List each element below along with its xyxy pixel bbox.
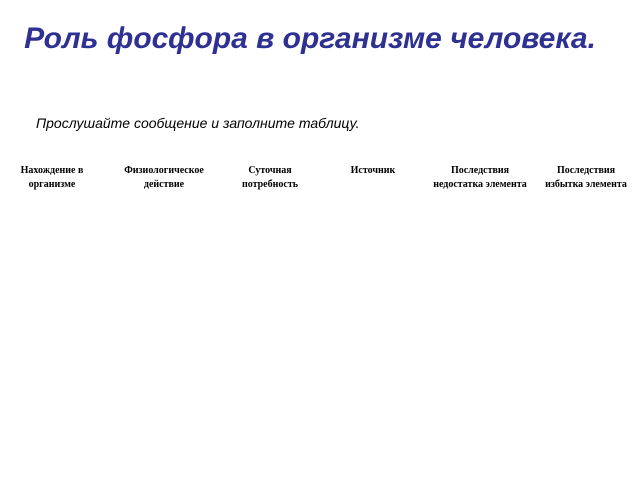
table-header-deficiency-effects: Последствия недостатка элемента [433,165,527,190]
slide-title: Роль фосфора в организме человека. [24,22,596,55]
table-header-physiological-action: Физиологическое действие [124,165,204,190]
slide-subtitle: Прослушайте сообщение и заполните таблицу. [36,115,360,131]
table-header-row [0,164,640,208]
table-header-source: Источник [350,165,396,176]
table-header-daily-requirement: Суточная потребность [241,165,299,190]
table-header-excess-effects: Последствия избытка элемента [545,165,627,190]
table-header-location: Нахождение в организме [20,165,84,190]
